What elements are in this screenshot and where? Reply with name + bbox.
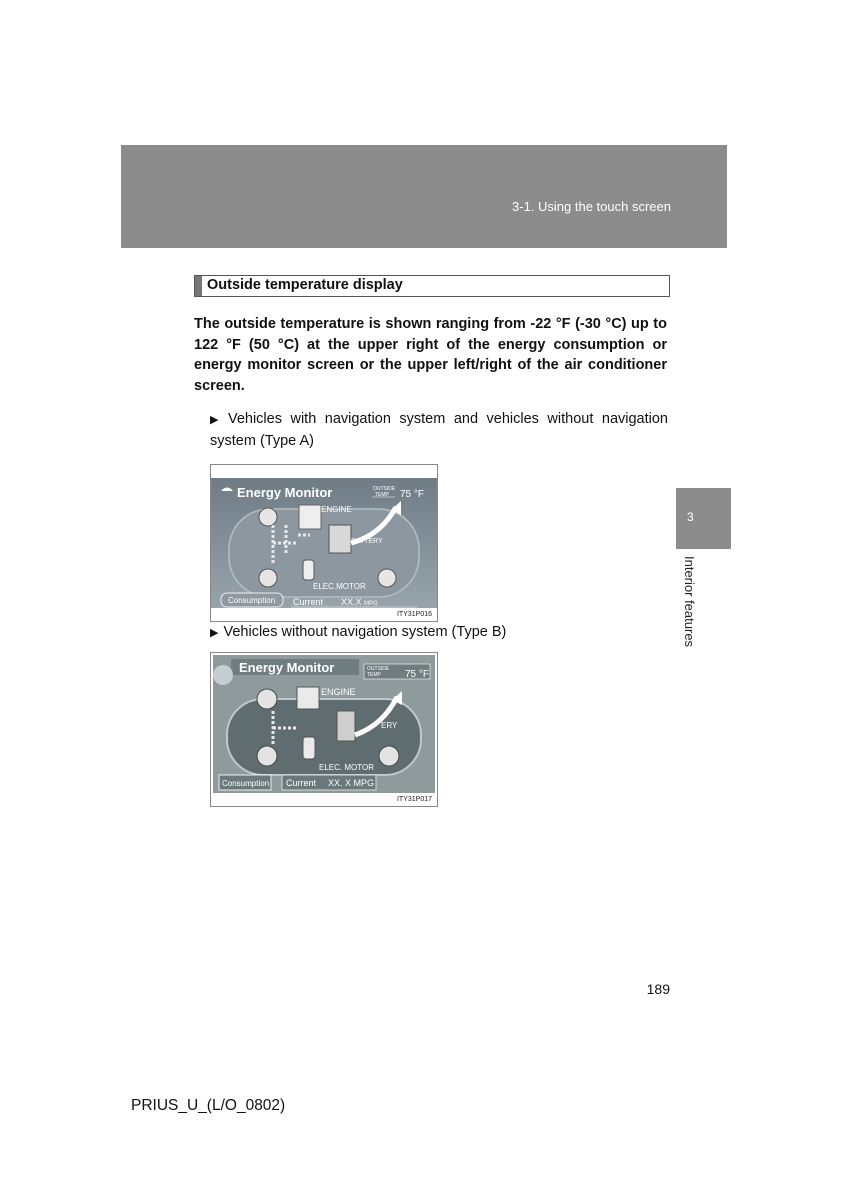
energy-monitor-screen-a <box>211 465 437 621</box>
header-section-title: 3-1. Using the touch screen <box>512 199 671 214</box>
bullet-type-b <box>210 622 668 644</box>
wheel-front-left <box>259 508 277 526</box>
screen-title: Energy Monitor <box>237 485 333 500</box>
outside-label: OUTSIDE <box>373 486 396 492</box>
figure-code: ITY31P016 <box>396 611 432 618</box>
engine-icon <box>297 687 319 709</box>
wheel-rear-left <box>259 569 277 587</box>
consumption-button-label: Consumption <box>222 779 270 788</box>
figure-type-b <box>210 652 438 807</box>
header-band <box>121 145 727 248</box>
chapter-label: Interior features <box>682 556 697 648</box>
battery-icon <box>329 525 351 553</box>
wheel-front-left <box>257 689 277 709</box>
energy-monitor-screen-b <box>211 653 437 806</box>
motor-icon <box>303 737 315 759</box>
screen-title: Energy Monitor <box>239 660 335 675</box>
wheel-rear-right <box>378 569 396 587</box>
bullet-arrow-icon: ▶ <box>210 627 219 639</box>
section-heading <box>194 275 670 297</box>
mpg-value: XX. X MPG <box>328 778 375 788</box>
section-title: Outside temperature display <box>207 277 403 293</box>
chapter-number: 3 <box>687 510 694 524</box>
bullet-type-a <box>210 409 668 452</box>
temperature-value: 75 °F <box>400 489 425 500</box>
temp-label: TEMP <box>367 672 381 678</box>
mpg-unit: MPG <box>364 601 378 607</box>
bullet-text: Vehicles without navigation system (Type B) <box>223 624 507 640</box>
battery-icon <box>337 711 355 741</box>
engine-label: ENGINE <box>321 505 352 514</box>
temperature-value: 75 °F <box>405 669 430 680</box>
figure-code: ITY31P017 <box>396 796 432 803</box>
motor-label: ELEC. MOTOR <box>319 763 374 772</box>
current-label: Current <box>293 597 324 607</box>
motor-label: ELEC.MOTOR <box>313 582 366 591</box>
bullet-text: Vehicles with navigation system and vehicles without navigation system (Type A) <box>210 411 668 449</box>
section-heading-bar <box>195 276 202 296</box>
globe-icon <box>213 665 233 685</box>
bullet-arrow-icon: ▶ <box>210 414 223 426</box>
outside-label: OUTSIDE <box>367 666 390 672</box>
battery-label: ERY <box>381 721 398 730</box>
wheel-rear-right <box>379 746 399 766</box>
mpg-value: XX.X <box>341 597 362 607</box>
engine-icon <box>299 505 321 529</box>
page-number: 189 <box>646 981 670 997</box>
figure-type-a <box>210 464 438 622</box>
document-id: PRIUS_U_(L/O_0802) <box>131 1097 286 1114</box>
battery-label: BATTERY <box>351 538 383 545</box>
intro-paragraph: The outside temperature is shown ranging from -22 °F (-30 °C) up to 122 °F (50 °C) at the upper right of the energy consumption or energy monitor screen or the upper left/right of the air conditioner screen. <box>194 316 667 394</box>
wheel-rear-left <box>257 746 277 766</box>
consumption-button-label: Consumption <box>228 596 276 605</box>
temp-label: TEMP <box>375 492 389 498</box>
current-label: Current <box>286 778 317 788</box>
chapter-tab <box>676 488 731 549</box>
engine-label: ENGINE <box>321 687 356 697</box>
motor-icon <box>303 560 314 580</box>
